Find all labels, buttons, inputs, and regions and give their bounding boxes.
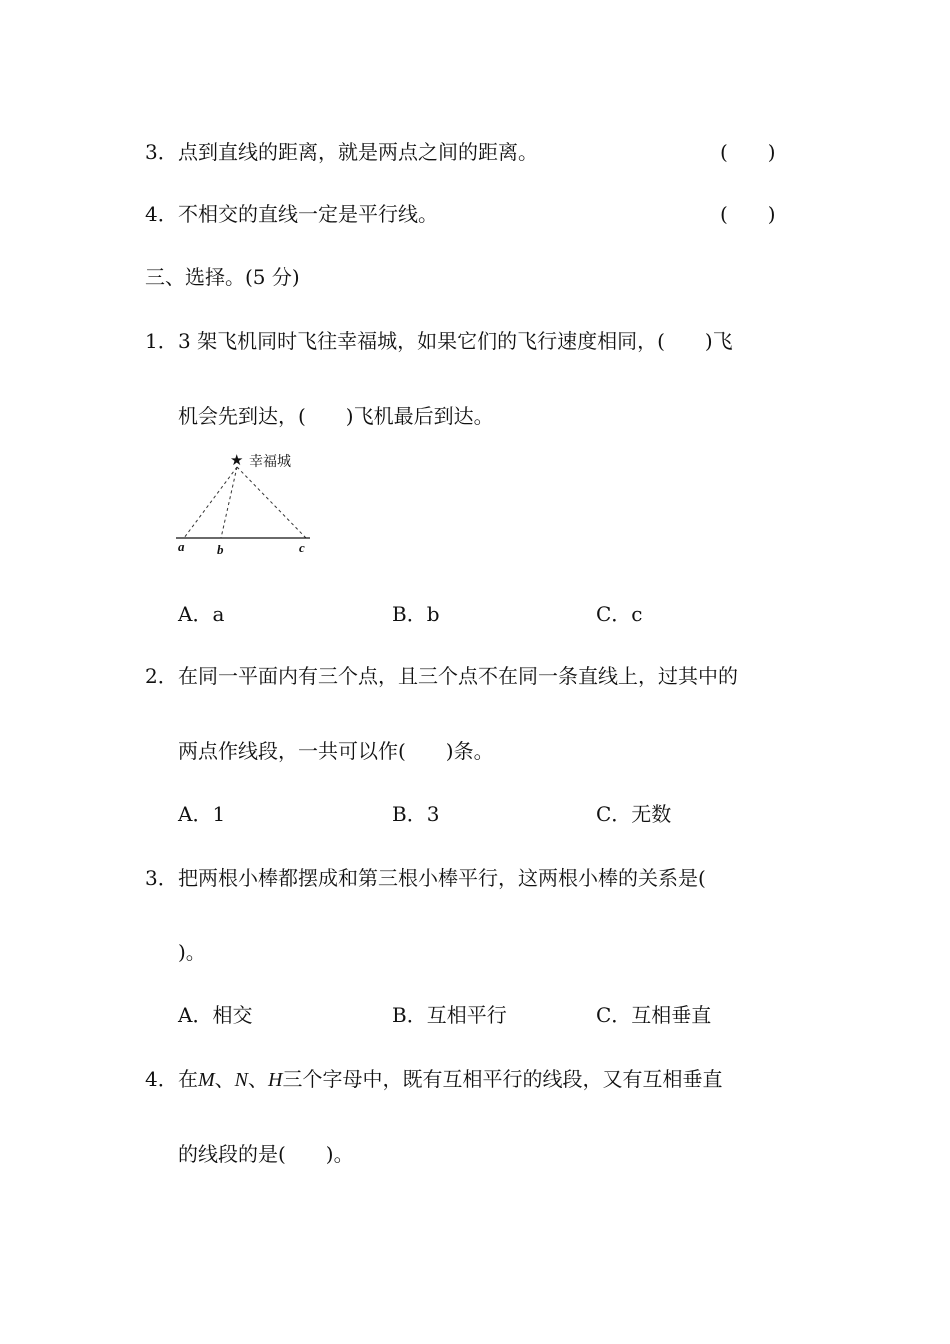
question-number: 3． (145, 140, 178, 164)
question-text: 不相交的直线一定是平行线。 (178, 202, 438, 226)
question-text: )。 (178, 940, 206, 964)
separator: 、 (214, 1067, 235, 1091)
option-c[interactable]: C．无数 (596, 802, 672, 826)
flight-diagram (170, 448, 320, 560)
label-a: a (178, 539, 185, 554)
question-number: 2． (145, 664, 178, 688)
question-number: 4． (145, 1067, 178, 1091)
question-text: 机会先到达，( )飞机最后到达。 (178, 404, 494, 428)
label-c: c (299, 540, 305, 555)
letter-m: M (198, 1069, 215, 1091)
answer-blank[interactable]: ( ) (720, 202, 776, 226)
option-a[interactable]: A．a (178, 602, 225, 626)
label-b: b (217, 542, 224, 557)
question-text: 点到直线的距离，就是两点之间的距离。 (178, 140, 538, 164)
question-text: 把两根小棒都摆成和第三根小棒平行，这两根小棒的关系是( (178, 866, 706, 890)
option-c[interactable]: C．c (596, 602, 643, 626)
option-c[interactable]: C．互相垂直 (596, 1003, 712, 1027)
separator: 、 (248, 1067, 269, 1091)
question-number: 3． (145, 866, 178, 890)
text-segment: 三个字母中，既有互相平行的线段，又有互相垂直 (282, 1067, 723, 1091)
question-text: 在同一平面内有三个点，且三个点不在同一条直线上，过其中的 (178, 664, 738, 688)
question-number: 4． (145, 202, 178, 226)
answer-blank[interactable]: ( ) (720, 140, 776, 164)
star-icon: ★ (230, 453, 244, 469)
letter-h: H (268, 1069, 283, 1091)
question-text: 3 架飞机同时飞往幸福城，如果它们的飞行速度相同，( )飞 (178, 329, 733, 353)
question-text (178, 1065, 722, 1094)
letter-n: N (234, 1069, 249, 1091)
option-a[interactable]: A．1 (178, 802, 226, 826)
city-label: 幸福城 (249, 454, 291, 470)
text-segment: 在 (178, 1067, 198, 1091)
section-title: 三、选择。(5 分) (145, 265, 300, 289)
question-text: 的线段的是( )。 (178, 1142, 354, 1166)
option-b[interactable]: B．互相平行 (392, 1003, 507, 1027)
question-text: 两点作线段，一共可以作( )条。 (178, 739, 494, 763)
option-b[interactable]: B．3 (392, 802, 440, 826)
option-b[interactable]: B．b (392, 602, 440, 626)
option-a[interactable]: A．相交 (178, 1003, 253, 1027)
question-number: 1． (145, 329, 178, 353)
route-c (237, 467, 306, 538)
